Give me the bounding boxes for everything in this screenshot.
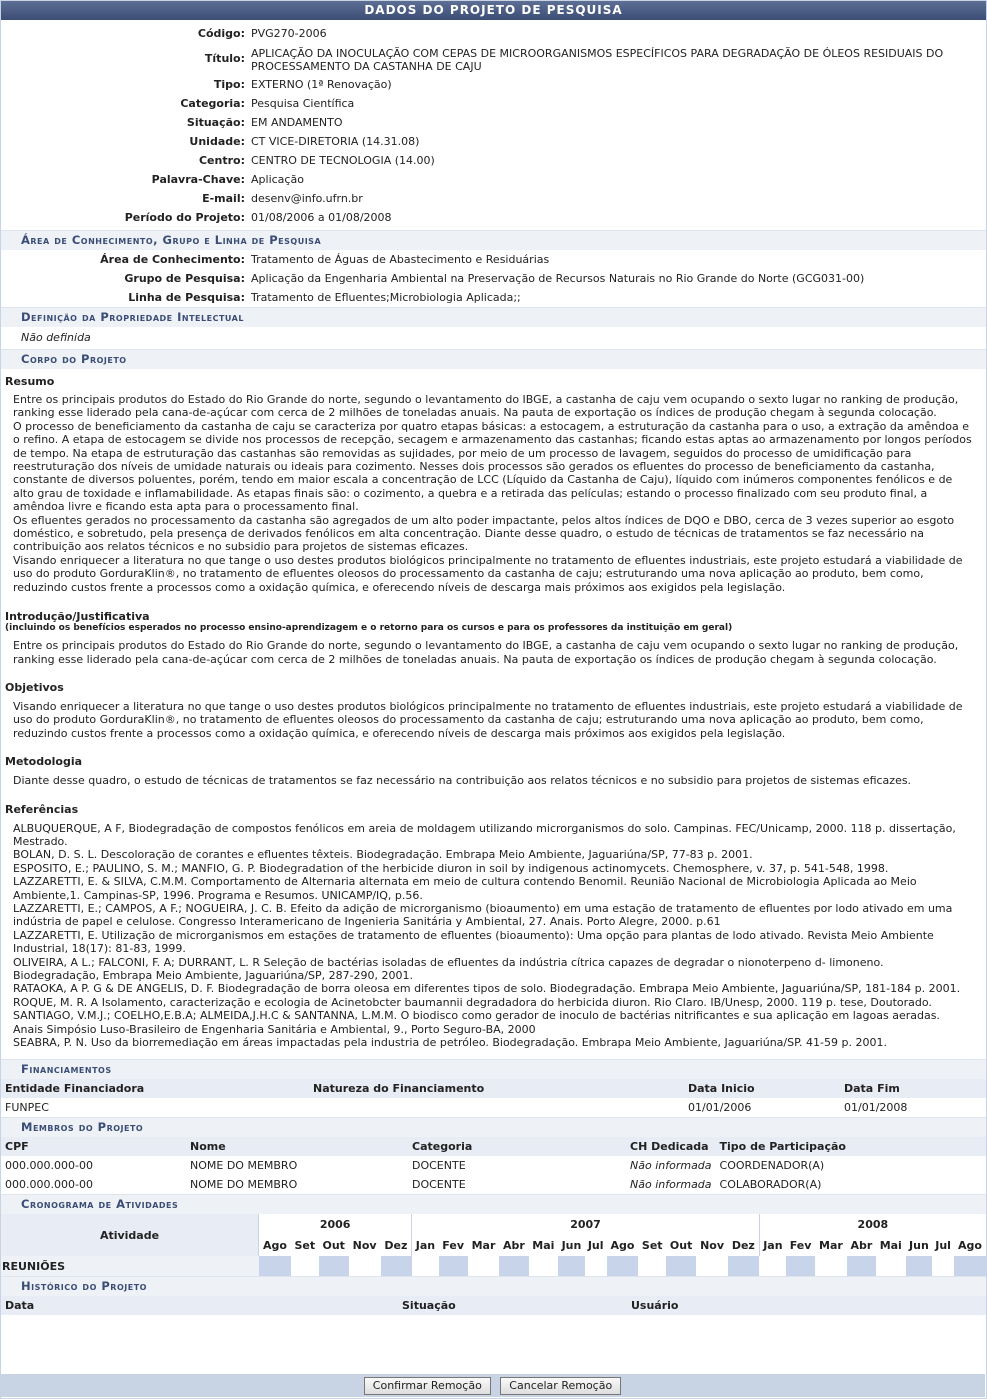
crono-month: Dez: [731, 1239, 755, 1253]
intro-subtitle: (incluindo os benefícios esperados no processo ensino-aprendizagem e o retorno para os cursos e para os professores da instituição em geral): [5, 623, 733, 634]
crono-cell: [291, 1256, 319, 1276]
crono-cell: [259, 1256, 291, 1276]
reference-item: SEABRA, P. N. Uso da biorremediação em áreas impactadas pela industria de petróleo. Biodegradação. Embrapa Meio Ambiente, Jaguariúna/SP. 41-59 p. 2001.: [13, 1036, 887, 1050]
fin-entidade: FUNPEC: [5, 1101, 49, 1115]
intro-text: Entre os principais produtos do Estado do Rio Grande do norte, segundo o levantamento do IBGE, a castanha de caju vem ocupando o sexto lugar no ranking de produção, ranking esse liderado pela cana-de-açúcar com cerca de 2 milhões de toneladas anuais. Na pauta de exportação os índices de produção chegam à segunda colocação.: [13, 639, 959, 666]
field-row: [1, 24, 986, 43]
membro-categoria: DOCENTE: [412, 1178, 466, 1192]
field-value: Tratamento de Efluentes;Microbiologia Aplicada;;: [251, 291, 521, 304]
section-corpo-header: Corpo do Projeto: [1, 349, 986, 369]
hist-table: [1, 1296, 986, 1315]
section-ip-header: Definição da Propriedade Intelectual: [1, 307, 986, 327]
cronograma-table: [1, 1214, 986, 1276]
field-row: [1, 208, 986, 227]
field-value: Tratamento de Águas de Abastecimento e Residuárias: [251, 253, 550, 266]
reference-item: LAZZARETTI, E.; CAMPOS, A F.; NOGUEIRA, J. C. B. Efeito da adição de microrganismo (bioaumento) em uma estação de tratamento de efluentes por lodo ativado em uma indústria de papel e celulose. Congresso Interamericano de Ingenieria Sanitária y Ambiental, 27. Anais. Porto Alegre, 2000. p.61: [13, 901, 953, 929]
fin-col-fim: Data Fim: [844, 1082, 900, 1096]
membros-col-nome: Nome: [190, 1140, 226, 1154]
referencias-list: [13, 822, 972, 1050]
crono-year: 2007: [412, 1214, 759, 1235]
crono-month: Mai: [532, 1239, 555, 1253]
resumo-title: Resumo: [5, 375, 55, 388]
membro-ch: Não informada: [630, 1178, 712, 1192]
reference-item: SANTIAGO, V.M.J.; COELHO,E.B.A; ALMEIDA,J.H.C & SANTANNA, L.M.M. O biodisco como gerador de inoculo de bactérias nitrificantes e sua aplicação em lagoas aeradas. Anais Simpósio Luso-Brasileiro de Engenharia Sanitária e Ambiental, 9., Porto Seguro-BA, 2000: [13, 1009, 940, 1036]
field-label: Grupo de Pesquisa:: [124, 272, 245, 285]
field-row: [1, 189, 986, 208]
crono-cell: [558, 1256, 585, 1276]
membro-nome: NOME DO MEMBRO: [190, 1178, 298, 1192]
resumo-text: [13, 393, 972, 594]
crono-cell: [468, 1256, 500, 1276]
area-fields: [1, 250, 986, 307]
reference-item: LAZZARETTI, E. & SILVA, C.M.M. Comportamento de Alternaria alternata em meio de cultura contendo Benomil. Reunião Nacional de Microbiologia Aplicada ao Meio Ambiente,1. Campinas-SP, 1996. Programa e Resumos. UNICAMP/IQ, p.56.: [13, 875, 917, 902]
field-row: [1, 43, 986, 75]
section-area-header: Área de Conhecimento, Grupo e Linha de Pesquisa: [1, 230, 986, 250]
field-row: [1, 94, 986, 113]
field-label: Linha de Pesquisa:: [128, 291, 245, 304]
crono-cell: [349, 1256, 381, 1276]
panel-title: DADOS DO PROJETO DE PESQUISA: [1, 1, 986, 20]
resumo-paragraph: Os efluentes gerados no processamento da castanha são agregados de um alto poder impactante, pelos altos índices de DQO e DBO, cerca de 3 vezes superior ao esgoto doméstico, e sobretudo, pela presença de derivados fenólicos em alta concentração. Diante desse quadro, o estudo de técnicas de tratamentos se faz necessário na contribuição aos relatos técnicos e no subsidio para projetos de sistemas eficazes.: [13, 513, 955, 554]
objetivos-title: Objetivos: [5, 680, 64, 694]
crono-month: Ago: [610, 1239, 635, 1253]
crono-month: Dez: [384, 1239, 408, 1253]
hist-col-situacao: Situação: [402, 1299, 456, 1313]
crono-month: Abr: [850, 1239, 873, 1253]
crono-cell: [815, 1256, 847, 1276]
crono-cell: [666, 1256, 696, 1276]
crono-month: Jun: [909, 1239, 929, 1253]
crono-cell: [439, 1256, 468, 1276]
crono-col-atividade: Atividade: [1, 1214, 259, 1256]
crono-cell: [786, 1256, 815, 1276]
crono-month: Jun: [561, 1239, 582, 1253]
referencias-title: Referências: [5, 802, 79, 816]
field-label: Período do Projeto:: [124, 211, 245, 224]
table-row: [1, 1156, 986, 1175]
fin-fim: 01/01/2008: [844, 1101, 908, 1115]
field-label: Tipo:: [213, 78, 245, 91]
crono-month: Ago: [259, 1235, 291, 1256]
crono-cell: [954, 1256, 986, 1276]
membros-col-tipo: Tipo de Participação: [719, 1140, 846, 1154]
section-crono-header: Cronograma de Atividades: [1, 1194, 986, 1214]
crono-month: Nov: [700, 1239, 724, 1253]
project-fields: [1, 24, 986, 227]
membro-ch: Não informada: [630, 1159, 712, 1173]
crono-month: Nov: [352, 1239, 377, 1253]
crono-cell: [529, 1256, 559, 1276]
crono-year: 2008: [759, 1214, 986, 1235]
membros-col-categoria: Categoria: [412, 1140, 473, 1154]
crono-month: Jul: [587, 1239, 604, 1253]
field-value: Aplicação: [251, 173, 304, 186]
crono-month: Jan: [412, 1235, 439, 1256]
field-label: E-mail:: [202, 192, 245, 205]
field-value: Aplicação da Engenharia Ambiental na Preservação de Recursos Naturais no Rio Grande do Norte (GCG031-00): [251, 272, 865, 285]
field-label: Unidade:: [189, 135, 245, 148]
fin-col-natureza: Natureza do Financiamento: [313, 1082, 485, 1096]
fin-col-inicio: Data Inicio: [688, 1082, 755, 1096]
crono-cell: [728, 1256, 759, 1276]
crono-activity: REUNIÕES: [1, 1256, 259, 1276]
metodologia-title: Metodologia: [5, 755, 83, 769]
resumo-paragraph: Entre os principais produtos do Estado do Rio Grande do norte, segundo o levantamento do IBGE, a castanha de caju vem ocupando o sexto lugar no ranking de produção, ranking esse liderado pela cana-de-açúcar com cerca de 2 milhões de toneladas anuais. Na pauta de exportação os índices de produção chegam à segunda colocação.: [13, 393, 959, 420]
confirm-removal-button[interactable]: Confirmar Remoção: [364, 1377, 491, 1395]
field-row: [1, 75, 986, 94]
crono-cell: [381, 1256, 412, 1276]
crono-cell: [696, 1256, 728, 1276]
table-row: [1, 1098, 986, 1117]
section-fin-header: Financiamentos: [1, 1059, 986, 1079]
field-label: Título:: [204, 52, 245, 65]
reference-item: ESPOSITO, E.; PAULINO, S. M.; MANFIO, G. P. Biodegradation of the herbicide diuron in soil by indigenous actinomycets. Chemosphere, v. 37, p. 541-548, 1998.: [13, 861, 889, 875]
section-hist-header: Histórico do Projeto: [1, 1276, 986, 1296]
crono-cell: [638, 1256, 666, 1276]
fin-inicio: 01/01/2006: [688, 1101, 752, 1115]
field-value: APLICAÇÃO DA INOCULAÇÃO COM CEPAS DE MICROORGANISMOS ESPECÍFICOS PARA DEGRADAÇÃO DE ÓLEOS RESIDUAIS DO PROCESSAMENTO DA CASTANHA DE CAJU: [251, 47, 944, 73]
crono-month: Set: [641, 1239, 663, 1253]
crono-month: Jul: [935, 1239, 951, 1253]
crono-month: Mar: [819, 1239, 843, 1253]
crono-month: Out: [322, 1239, 345, 1253]
membro-tipo: COORDENADOR(A): [719, 1159, 825, 1173]
membros-col-cpf: CPF: [5, 1140, 29, 1154]
resumo-paragraph: O processo de beneficiamento da castanha de caju se caracteriza por quatro etapas básicas: a estocagem, a estruturação da castanha para o uso, a extração da amêndoa e o refino. A etapa de estocagem se divide nos processos de recepção, secagem e armazenamento das castanhas; ficando estas aptas ao armazenamento por longos períodos de tempo. Na etapa de estruturação das castanhas são removidas as sujidades, por meio de um processo de lavagem, seguidos do processo de umidificação para reestruturação dos níveis de umidade naturais ou ideais para cozimento. Nesses dois processos são gerados os efluentes do processo de beneficiamento da castanha, constante de diversos poluentes, porém, tendo em maior escala a concentração de LCC (Líquido da Castanha de Caju), líquido com inúmeros componentes fenólicos e de alto grau de toxidade e inflamabilidade. As etapas finais são: o cozimento, a quebra e a retirada das películas; estando o processo finalizado com seu produto final, a amêndoa livre e ficando esta apta para o processamento final.: [13, 419, 972, 514]
field-value: EXTERNO (1ª Renovação): [251, 78, 392, 91]
field-row: [1, 269, 986, 288]
membro-cpf: 000.000.000-00: [5, 1178, 93, 1192]
field-row: [1, 250, 986, 269]
field-value: desenv@info.ufrn.br: [251, 192, 363, 205]
field-label: Centro:: [198, 154, 245, 167]
crono-cell: [607, 1256, 639, 1276]
crono-month: Set: [294, 1239, 316, 1253]
crono-cell: [876, 1256, 906, 1276]
membro-categoria: DOCENTE: [412, 1159, 466, 1173]
reference-item: ROQUE, M. R. A Isolamento, caracterização e ecologia de Acinetobcter baumannii degradadora do herbicida diuron. Rio Claro. IB/Unesp, 2000. 119 p. tese, Doutorado.: [13, 995, 932, 1009]
metodologia-text: Diante desse quadro, o estudo de técnicas de tratamentos se faz necessário na contribuição aos relatos técnicos e no subsidio para projetos de sistemas eficazes.: [13, 774, 912, 788]
field-label: Código:: [197, 27, 245, 40]
field-value: CENTRO DE TECNOLOGIA (14.00): [251, 154, 435, 167]
field-row: [1, 288, 986, 307]
cancel-removal-button[interactable]: Cancelar Remoção: [500, 1377, 621, 1395]
crono-month: Jan: [759, 1235, 786, 1256]
crono-cell: [847, 1256, 876, 1276]
section-membros-header: Membros do Projeto: [1, 1117, 986, 1137]
corpo-body: [1, 369, 986, 1049]
reference-item: BOLAN, D. S. L. Descoloração de corantes e efluentes têxteis. Biodegradação. Embrapa Meio Ambiente, Jaguariúna/SP, 77-83 p. 2001.: [13, 848, 753, 862]
crono-month: Fev: [442, 1239, 464, 1253]
crono-cell: [932, 1256, 954, 1276]
fin-natureza: [309, 1098, 684, 1117]
fin-col-entidade: Entidade Financiadora: [5, 1082, 145, 1096]
field-row: [1, 170, 986, 189]
objetivos-text: Visando enriquecer a literatura no que tange o uso destes produtos biológicos principalmente no tratamento de efluentes industriais, este projeto estudará a viabilidade de uso do produto GorduraKlin®, no tratamento de efluentes oleosos do processamento da castanha de caju; estruturando uma nova aplicação ao produto, bem como, reduzindo custos frente a processos como a oxidação química, e oferecendo níveis de descarga mais próximos aos exigidos pela legislação.: [13, 699, 963, 740]
field-value: CT VICE-DIRETORIA (14.31.08): [251, 135, 420, 148]
crono-year: 2006: [259, 1214, 412, 1235]
intro-title: Introdução/Justificativa: [5, 610, 150, 624]
membro-cpf: 000.000.000-00: [5, 1159, 93, 1173]
crono-month: Abr: [503, 1239, 525, 1253]
field-row: [1, 151, 986, 170]
field-label: Área de Conhecimento:: [100, 253, 245, 266]
crono-month: Mai: [879, 1239, 902, 1253]
crono-month: Mar: [471, 1239, 496, 1253]
membros-col-ch: CH Dedicada: [630, 1140, 709, 1154]
crono-month: Fev: [789, 1239, 812, 1253]
field-row: [1, 113, 986, 132]
action-bar: [0, 1374, 985, 1397]
field-value: EM ANDAMENTO: [251, 116, 343, 129]
fin-table: [1, 1079, 986, 1117]
crono-month: Ago: [958, 1239, 982, 1253]
membro-tipo: COLABORADOR(A): [719, 1178, 822, 1192]
crono-cell: [499, 1256, 528, 1276]
crono-month: Out: [669, 1239, 693, 1253]
hist-col-data: Data: [5, 1299, 35, 1313]
field-value: 01/08/2006 a 01/08/2008: [251, 211, 392, 224]
reference-item: RATAOKA, A P. G & DE ANGELIS, D. F. Biodegradação de borra oleosa em diferentes tipos de solo. Biodegradação. Embrapa Meio Ambiente, Jaguariúna/SP, 181-184 p. 2001.: [13, 982, 961, 996]
reference-item: LAZZARETTI, E. Utilização de microrganismos em estações de tratamento de efluentes (bioaumento): Uma opção para plantas de lodo ativado. Revista Meio Ambiente Industrial, 18(17): 81-83, 1999.: [13, 928, 934, 956]
field-label: Categoria:: [180, 97, 245, 110]
ip-value: Não definida: [21, 331, 91, 344]
membros-table: [1, 1137, 986, 1194]
membro-nome: NOME DO MEMBRO: [190, 1159, 298, 1173]
hist-col-usuario: Usuário: [631, 1299, 679, 1313]
field-label: Situação:: [186, 116, 245, 129]
table-row: [1, 1256, 986, 1276]
field-row: [1, 132, 986, 151]
crono-cell: [585, 1256, 607, 1276]
reference-item: ALBUQUERQUE, A F, Biodegradação de compostos fenólicos em areia de moldagem utilizando microrganismos do solo. Campinas. FEC/Unicamp, 2000. 118 p. dissertação, Mestrado.: [13, 821, 956, 848]
crono-cell: [319, 1256, 349, 1276]
crono-cell: [759, 1256, 786, 1276]
table-row: [1, 1175, 986, 1194]
field-label: Palavra-Chave:: [151, 173, 245, 186]
field-value: PVG270-2006: [251, 27, 327, 40]
crono-cell: [906, 1256, 933, 1276]
crono-cell: [412, 1256, 439, 1276]
reference-item: OLIVEIRA, A L.; FALCONI, F. A; DURRANT, L. R Seleção de bactérias isoladas de efluentes da indústria cítrica capazes de degradar o nionoterpeno d- limoneno. Biodegradação, Embrapa Meio Ambiente, Jaguariúna/SP, 287-290, 2001.: [13, 955, 884, 982]
field-value: Pesquisa Científica: [251, 97, 355, 110]
resumo-paragraph: Visando enriquecer a literatura no que tange o uso destes produtos biológicos principalmente no tratamento de efluentes industriais, este projeto estudará a viabilidade de uso do produto GorduraKlin®, no tratamento de efluentes oleosos do processamento da castanha de caju; estruturando uma nova aplicação ao produto, bem como, reduzindo custos frente a processos como a oxidação química, e oferecendo níveis de descarga mais próximos aos exigidos pela legislação.: [13, 553, 963, 594]
